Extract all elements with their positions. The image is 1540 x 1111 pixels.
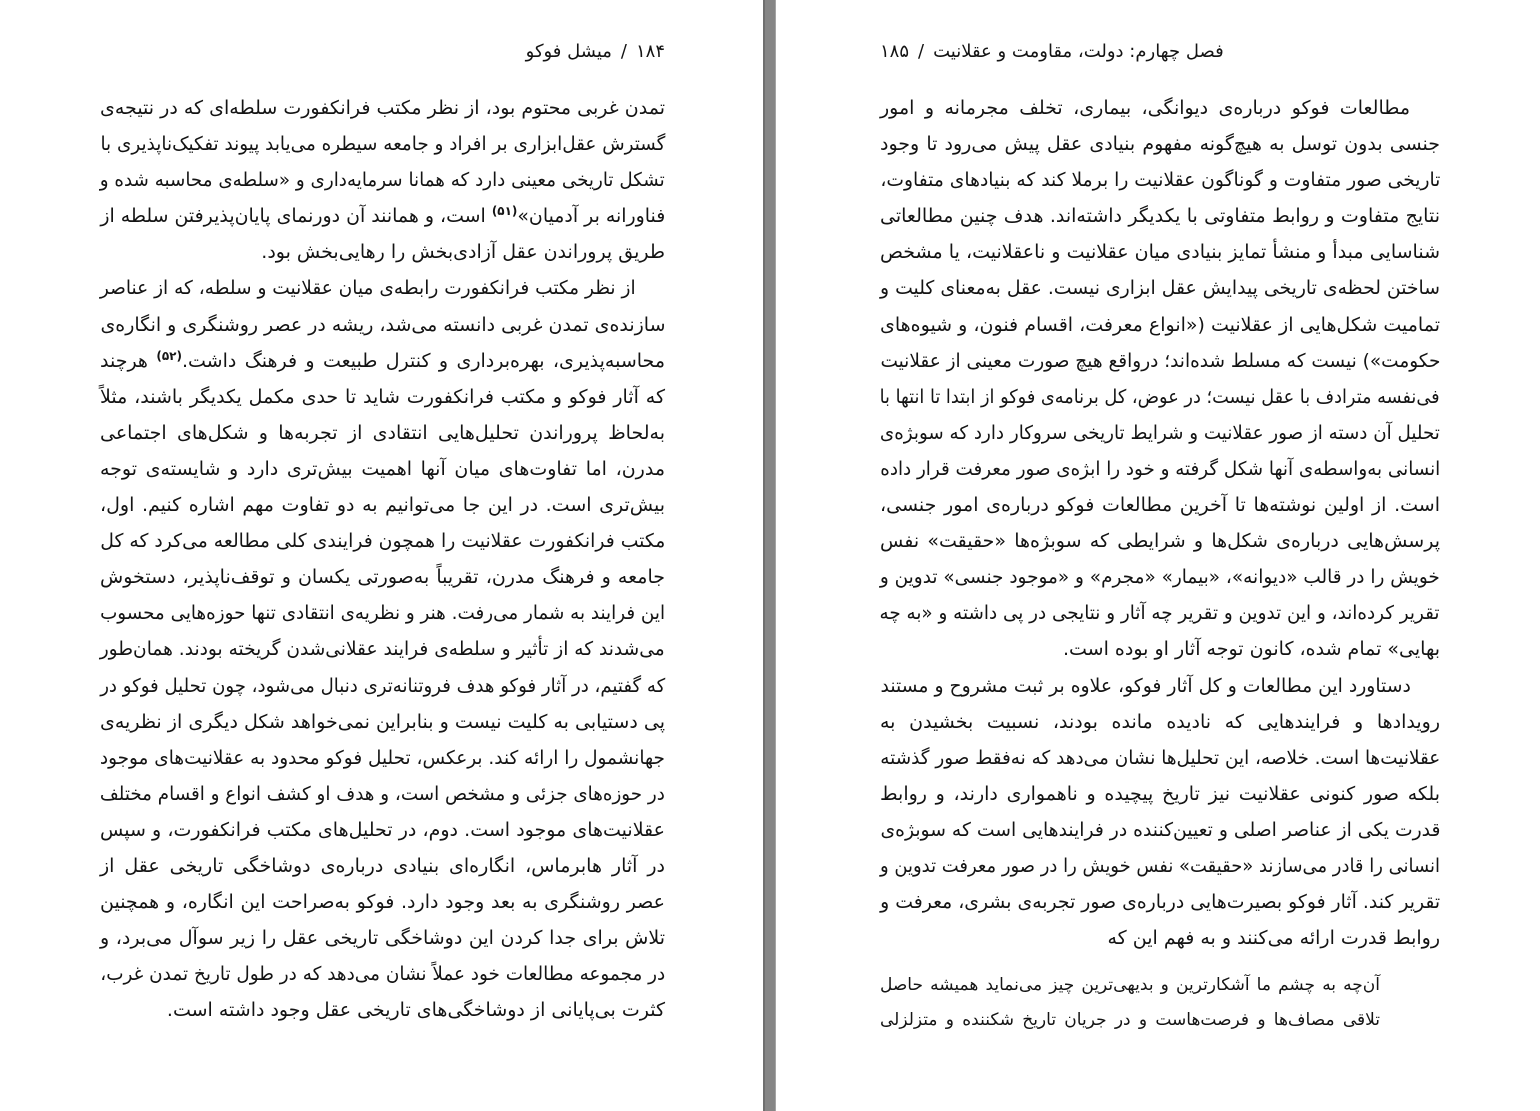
chapter-title: فصل چهارم: دولت، مقاومت و عقلانیت (933, 41, 1224, 62)
page-number: ۱۸۴ (635, 41, 665, 62)
running-head-separator: / (620, 41, 627, 62)
text-line: روابط قدرت ارائه می‌کنند و به فهم این که (1107, 927, 1440, 950)
text-line: است. از اولین نوشته‌ها تا آخرین مطالعات فوکو درباره‌ی امور جنسی، (880, 494, 1440, 517)
text-line (100, 198, 665, 234)
body-text (880, 90, 1440, 956)
book-title: میشل فوکو (525, 41, 612, 62)
quote-line: آن‌چه به چشم ما آشکارترین و بدیهی‌ترین چیز می‌نماید همیشه حاصل (880, 975, 1380, 995)
text-line: تمدن غربی محتوم بود، از نظر مکتب فرانکفورت سلطه‌ای که در نتیجه‌ی (100, 97, 665, 119)
text-line: بیش‌تری است. در این جا می‌توانیم به دو تفاوت مهم اشاره کنیم. اول، (100, 494, 665, 517)
text-line: عصر روشنگری به بعد وجود دارد. فوکو به‌صراحت این انگاره، و همچنین (100, 891, 665, 914)
text-line: انسانی به‌واسطه‌ی آنها شکل گرفته و خود را ابژه‌ی صور معرفت قرار داده (880, 457, 1440, 480)
text-line: نتایج متفاوت و روابط متفاوتی با یکدیگر داشته‌اند. هدف چنین مطالعاتی (880, 205, 1440, 228)
text-line: مدرن، اما تفاوت‌های میان آنها اهمیت بیش‌تری دارد و شایسته‌ی توجه (100, 457, 665, 480)
text-line: که گفتیم، در آثار فوکو هدف فروتنانه‌تری دنبال می‌شود، چون تحلیل فوکو در (100, 674, 665, 697)
text-line: ساختن لحظه‌ی تاریخی پیدایش عقل ابزاری نیست. عقل به‌معنای کلیت و (880, 277, 1440, 300)
text-line: پی دستیابی به کلیت نیست و بنابراین نمی‌خواهد شکل دیگری از نظریه‌ی (100, 710, 665, 733)
text-segment: فناورانه بر آدمیان» (517, 205, 665, 228)
text-line: جهانشمول را ارائه کند. برعکس، تحلیل فوکو محدود به عقلانیت‌های موجود (100, 746, 665, 769)
quote-line: تلاقی مصاف‌ها و فرصت‌هاست و در جریان تاریخ شکننده و متزلزلی (880, 1010, 1380, 1030)
footnote-marker: (۵۲) (156, 348, 182, 363)
text-line: خویش را در قالب «دیوانه»، «بیمار» «مجرم» و «موجود جنسی» تدوین و (880, 566, 1440, 589)
text-line: می‌شدند که از تأثیر و سلطه‌ی فرایند عقلانی‌شدن گریخته بودند. همان‌طور (100, 638, 665, 661)
text-segment: است، و همانند آن دورنمای پایان‌پذیرفتن سلطه از (100, 205, 492, 228)
text-segment: هرچند (100, 349, 157, 372)
text-line: پرسش‌هایی درباره‌ی شکل‌ها و شرایطی که سوبژه‌ها «حقیقت» نفس (880, 530, 1440, 553)
text-line: در آثار هابرماس، انگاره‌ای بنیادی درباره‌ی دوشاخگی تاریخی عقل از (100, 854, 665, 877)
text-line: تشکل تاریخی معینی دارد که همانا سرمایه‌داری و «سلطه‌ی محاسبه شده و (100, 169, 665, 192)
text-line: از نظر مکتب فرانکفورت رابطه‌ی میان عقلانیت و سلطه، که از عناصر (100, 277, 636, 300)
text-line: سازنده‌ی تمدن غربی دانسته می‌شد، ریشه در عصر روشنگری و انگاره‌ی (100, 313, 665, 336)
text-line: تقریر کرده‌اند، و این تدوین و تقریر چه آثار و نتایجی در پی داشته و «به چه (880, 602, 1440, 625)
text-line: که آثار فوکو و مکتب فرانکفورت شاید تا حدی مکمل یکدیگر باشند، مثلاً (100, 385, 665, 408)
text-line: کثرت بی‌پایانی از دوشاخگی‌های تاریخی عقل وجود داشته است. (166, 999, 665, 1022)
text-line: فی‌نفسه مترادف با عقل نیست؛ در عوض، کل برنامه‌ی فوکو از ابتدا تا انتها با (880, 385, 1440, 408)
text-line: حکومت») نیست که مسلط شده‌اند؛ درواقع هیچ صورت معینی از عقلانیت (880, 349, 1440, 372)
text-line: به‌لحاظ پروراندن تحلیل‌هایی انتقادی از تجربه‌ها و شکل‌های اجتماعی (100, 421, 665, 444)
text-line: قدرت یکی از عناصر اصلی و تعیین‌کننده در فرایندهایی است که سوبژه‌ی (880, 818, 1440, 841)
text-line: بهایی» تمام شده، کانون توجه آثار او بوده است. (1062, 638, 1440, 661)
right-page (776, 0, 1540, 1111)
running-head (880, 36, 1224, 68)
text-line: طریق پروراندن عقل آزادی‌بخش را رهایی‌بخش بود. (261, 241, 665, 264)
text-line: تمامیت شکل‌هایی از عقلانیت («انواع معرفت، اقسام فنون، و شیوه‌های (880, 313, 1440, 336)
text-line: تلاش برای جدا کردن این دوشاخگی تاریخی عقل را زیر سوآل می‌برد، و (100, 927, 665, 950)
text-line: تاریخی صور متفاوت و گوناگون عقلانیت را برملا کند که بنیادهای متفاوت، (880, 169, 1440, 192)
running-head (526, 36, 665, 68)
left-page (0, 0, 763, 1111)
text-line: شناسایی مبدأ و منشأ تمایز بنیادی میان عقلانیت و ناعقلانیت، یا مشخص (880, 241, 1440, 264)
text-line: عقلانیت‌های موجود است. دوم، در تحلیل‌های مکتب فرانکفورت، و سپس (100, 818, 665, 841)
running-head-separator: / (918, 41, 925, 62)
text-line: این فرایند به شمار می‌رفت. هنر و نظریه‌ی انتقادی تنها حوزه‌هایی محسوب (100, 602, 665, 625)
text-line: جامعه و فرهنگ مدرن، تقریباً به‌صورتی یکسان و توقف‌ناپذیر، دستخوش (100, 566, 665, 589)
text-segment: محاسبه‌پذیری، بهره‌برداری و کنترل طبیعت و فرهنگ داشت. (181, 349, 666, 372)
text-line: رویدادها و فرایندهایی که نادیده مانده بودند، نسبیت بخشیدن به (880, 710, 1440, 733)
page-number: ۱۸۵ (880, 41, 910, 62)
text-line: دستاورد این مطالعات و کل آثار فوکو، علاوه بر ثبت مشروح و مستند (880, 674, 1411, 697)
text-line (100, 343, 665, 379)
footnote-marker: (۵۱) (491, 204, 518, 219)
text-line: تقریر کند. آثار فوکو بصیرت‌هایی درباره‌ی صور تجربه‌ی بشری، معرفت و (880, 891, 1440, 914)
page-gutter (763, 0, 776, 1111)
text-line: انسانی را قادر می‌سازند «حقیقت» نفس خویش را در صور معرفت تدوین و (880, 854, 1440, 877)
block-quote (880, 968, 1380, 1038)
text-line: در مجموعه مطالعات خود عملاً نشان می‌دهد که در طول تاریخ تمدن غرب، (100, 963, 665, 986)
text-line: تحلیل آن دسته از صور عقلانیت و شرایط تاریخی سروکار دارد که سوبژه‌ی (880, 421, 1440, 444)
text-line: در حوزه‌های جزئی و مشخص است، و هدف او کشف انواع و اقسام مختلف (100, 782, 665, 805)
text-line: بلکه صور کنونی عقلانیت نیز تاریخ پیچیده و ناهمواری دارند، و روابط (880, 782, 1440, 805)
body-text (100, 90, 665, 1028)
text-line: مطالعات فوکو درباره‌ی دیوانگی، بیماری، تخلف مجرمانه و امور (880, 97, 1410, 119)
text-line: گسترش عقل‌ابزاری بر افراد و جامعه سیطره می‌یابد پیوند تفکیک‌ناپذیری با (100, 133, 665, 156)
text-line: عقلانیت‌ها است. خلاصه، این تحلیل‌ها نشان می‌دهد که نه‌فقط صور گذشته (880, 746, 1440, 769)
text-line: مکتب فرانکفورت عقلانیت را همچون فرایندی کلی مطالعه می‌کرد که کل (100, 530, 665, 553)
text-line: جنسی بدون توسل به هیچ‌گونه مفهوم بنیادی عقل پیش می‌رود تا وجود (880, 133, 1440, 156)
